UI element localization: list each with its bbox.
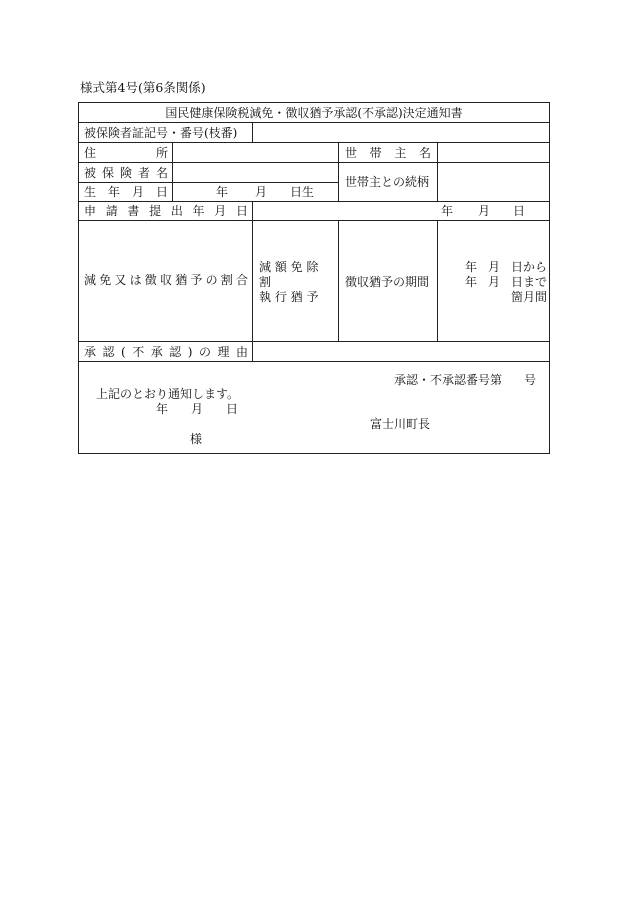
row-divider (79, 182, 338, 183)
application-year: 年 (441, 204, 454, 218)
row-divider (79, 162, 549, 163)
issuer-name: 富士川町長 (370, 417, 431, 431)
col-divider (338, 220, 339, 341)
period-to-year: 年 (465, 275, 478, 289)
period-label: 徴収猶予の期間 (345, 275, 430, 289)
ratio-label: 減免又は徴収猶予の割合 (84, 273, 248, 287)
row-divider (79, 220, 549, 221)
reason-label: 承認(不承認)の理由 (84, 345, 248, 359)
approval-number-suffix: 号 (524, 373, 537, 387)
row-divider (79, 341, 549, 342)
address-label: 住所 (84, 146, 168, 160)
row-divider (79, 122, 549, 123)
col-divider (252, 122, 253, 142)
insured-name-label: 被保険者名 (84, 166, 168, 180)
document-title: 国民健康保険税減免・徴収猶予承認(不承認)決定通知書 (165, 106, 463, 120)
period-from-month: 月 (488, 260, 501, 274)
col-divider (338, 142, 339, 201)
period-to-suffix: 日まで (511, 275, 548, 289)
notice-form-table (78, 102, 550, 454)
application-day: 日 (513, 204, 526, 218)
notice-date-month: 月 (191, 402, 204, 416)
type-option-reduction: 減 額 免 除 (259, 260, 319, 274)
head-label: 世帯主名 (345, 146, 431, 160)
period-from-suffix: 日から (511, 260, 548, 274)
col-divider (252, 201, 253, 220)
application-label: 申請書提出年月日 (84, 204, 248, 218)
insured-cert-label: 被保険者証記号・番号(枝番) (84, 126, 238, 140)
approval-number-label: 承認・不承認番号第 (394, 373, 503, 387)
notice-date-day: 日 (226, 402, 239, 416)
period-from-year: 年 (465, 260, 478, 274)
type-option-ratio: 割 (259, 275, 272, 289)
row-divider (79, 361, 549, 362)
col-divider (252, 341, 253, 361)
col-divider (172, 142, 173, 201)
notice-statement: 上記のとおり通知します。 (96, 387, 240, 401)
col-divider (252, 220, 253, 341)
row-divider (79, 142, 549, 143)
birth-month: 月 (255, 185, 268, 199)
period-months: 箇月間 (511, 290, 548, 304)
col-divider (437, 220, 438, 341)
period-to-month: 月 (488, 275, 501, 289)
birth-year: 年 (216, 185, 229, 199)
recipient-honorific: 様 (190, 432, 203, 446)
notice-date-year: 年 (156, 402, 169, 416)
type-option-deferral: 執 行 猶 予 (259, 290, 319, 304)
application-month: 月 (478, 204, 491, 218)
relationship-label: 世帯主との続柄 (345, 175, 430, 189)
col-divider (437, 142, 438, 201)
birth-day: 日生 (290, 185, 315, 199)
row-divider (79, 201, 549, 202)
birth-label: 生年月日 (84, 185, 168, 199)
form-number: 様式第4号(第6条関係) (80, 80, 206, 95)
